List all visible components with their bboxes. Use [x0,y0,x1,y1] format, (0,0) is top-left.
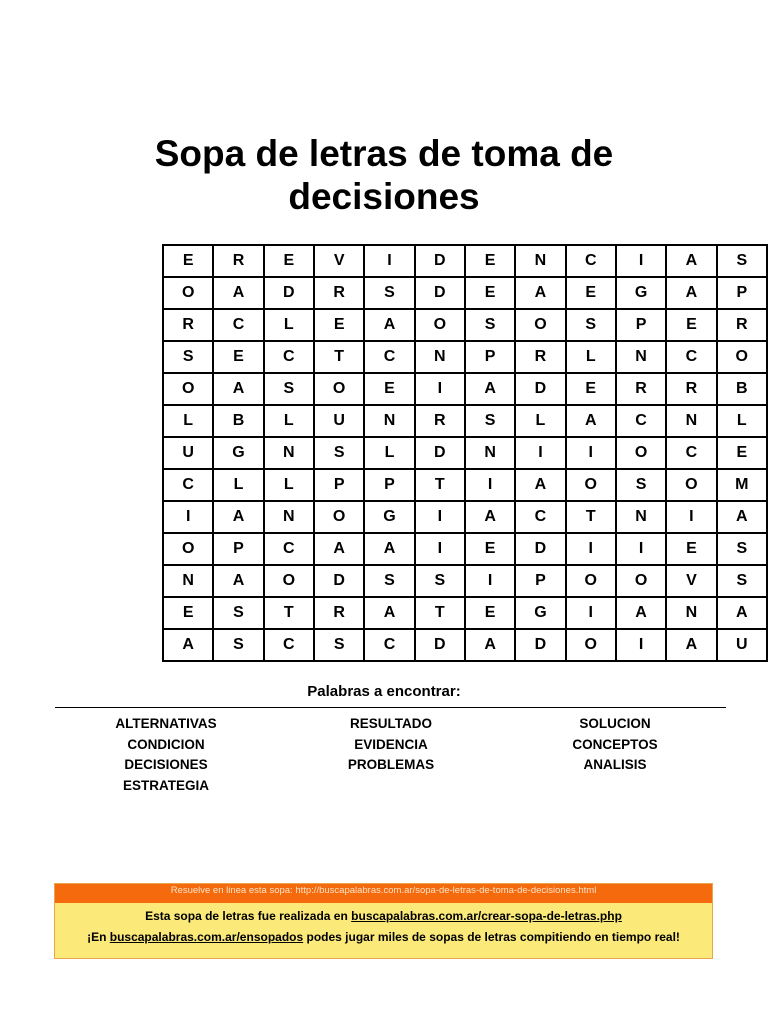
grid-cell: A [465,501,515,533]
grid-cell: S [717,565,767,597]
grid-cell: A [515,277,565,309]
grid-cell: N [666,405,716,437]
grid-cell: R [213,245,263,277]
grid-cell: A [213,501,263,533]
grid-cell: P [213,533,263,565]
footer-line-1 [55,906,712,927]
footer-line-2-prefix: ¡En [87,930,110,944]
grid-cell: C [364,629,414,661]
grid-cell: D [415,629,465,661]
grid-cell: E [465,245,515,277]
grid-row [163,597,767,629]
grid-cell: R [314,277,364,309]
grid-cell: I [415,501,465,533]
online-solve-link[interactable]: Resuelve en linea esta sopa: http://buscapalabras.com.ar/sopa-de-letras-de-toma-de-decisiones.html [55,884,712,903]
grid-cell: N [616,341,666,373]
grid-cell: D [415,437,465,469]
grid-cell: T [415,469,465,501]
grid-cell: S [314,437,364,469]
grid-cell: A [314,533,364,565]
grid-cell: N [465,437,515,469]
grid-cell: O [314,501,364,533]
grid-cell: A [213,373,263,405]
grid-cell: I [616,245,666,277]
grid-cell: O [163,373,213,405]
grid-cell: I [415,533,465,565]
grid-cell: R [163,309,213,341]
grid-cell: E [717,437,767,469]
grid-cell: A [666,245,716,277]
grid-cell: E [213,341,263,373]
grid-cell: S [415,565,465,597]
grid-cell: L [364,437,414,469]
grid-cell: S [465,309,515,341]
grid-cell: N [666,597,716,629]
grid-cell: D [264,277,314,309]
grid-row [163,629,767,661]
grid-cell: O [717,341,767,373]
grid-cell: A [364,597,414,629]
grid-cell: U [163,437,213,469]
grid-cell: D [515,373,565,405]
grid-cell: L [264,309,314,341]
grid-cell: D [515,533,565,565]
grid-cell: C [566,245,616,277]
word-search-grid [162,244,768,662]
ensopados-link[interactable]: buscapalabras.com.ar/ensopados [109,930,304,944]
grid-cell: E [264,245,314,277]
grid-cell: E [666,533,716,565]
grid-row [163,533,767,565]
title-line-1: Sopa de letras de toma de [154,133,614,174]
grid-cell: N [364,405,414,437]
grid-cell: P [465,341,515,373]
grid-cell: I [163,501,213,533]
create-puzzle-link[interactable]: buscapalabras.com.ar/crear-sopa-de-letras.php [351,909,622,923]
grid-cell: S [163,341,213,373]
word-list-item: ANALISIS [583,757,647,773]
grid-cell: I [566,533,616,565]
grid-cell: V [314,245,364,277]
grid-row [163,245,767,277]
grid-cell: T [566,501,616,533]
grid-cell: S [364,277,414,309]
grid-cell: C [264,629,314,661]
title-line-2: decisiones [288,176,480,217]
grid-row [163,277,767,309]
grid-cell: R [314,597,364,629]
grid-cell: L [566,341,616,373]
word-list-item: EVIDENCIA [354,736,428,752]
grid-cell: O [616,437,666,469]
grid-cell: I [465,469,515,501]
grid-cell: S [616,469,666,501]
grid-cell: R [666,373,716,405]
word-list-item: RESULTADO [350,716,432,731]
grid-cell: N [264,501,314,533]
grid-cell: A [465,373,515,405]
word-list-item: DECISIONES [124,757,208,773]
grid-row [163,341,767,373]
grid-cell: S [465,405,515,437]
grid-cell: N [264,437,314,469]
grid-cell: S [566,309,616,341]
grid-cell: P [314,469,364,501]
grid-cell: A [666,629,716,661]
grid-cell: I [515,437,565,469]
grid-cell: P [616,309,666,341]
grid-cell: O [163,533,213,565]
grid-cell: E [163,597,213,629]
grid-cell: D [314,565,364,597]
grid-cell: B [717,373,767,405]
grid-cell: C [264,341,314,373]
grid-cell: C [213,309,263,341]
grid-cell: A [465,629,515,661]
grid-cell: E [465,533,515,565]
grid-cell: E [465,277,515,309]
grid-cell: D [415,277,465,309]
word-list-item: CONDICION [127,736,205,752]
grid-cell: E [314,309,364,341]
grid-row [163,405,767,437]
grid-cell: T [415,597,465,629]
grid-cell: R [415,405,465,437]
grid-cell: O [566,565,616,597]
footer-box [54,883,713,959]
divider [55,707,726,708]
grid-cell: A [364,533,414,565]
grid-cell: G [515,597,565,629]
grid-cell: O [666,469,716,501]
footer-line-2 [55,927,712,948]
word-list-item: CONCEPTOS [572,736,658,752]
footer-line-2-suffix: podes jugar miles de sopas de letras compitiendo en tiempo real! [303,930,680,944]
word-list-column-1 [66,714,266,797]
grid-cell: S [213,629,263,661]
grid-cell: T [314,341,364,373]
word-list-column-3 [515,714,715,776]
grid-cell: A [515,469,565,501]
grid-row [163,469,767,501]
grid-cell: C [264,533,314,565]
grid-cell: E [566,373,616,405]
grid-cell: I [364,245,414,277]
grid-cell: C [616,405,666,437]
grid-row [163,565,767,597]
grid-cell: E [666,309,716,341]
grid-cell: U [314,405,364,437]
grid-cell: L [515,405,565,437]
grid-cell: A [364,309,414,341]
grid-cell: N [616,501,666,533]
grid-cell: V [666,565,716,597]
grid-cell: A [666,277,716,309]
grid-cell: P [515,565,565,597]
grid-cell: A [213,277,263,309]
grid-cell: O [566,469,616,501]
grid-cell: I [415,373,465,405]
grid-cell: E [465,597,515,629]
grid-cell: N [415,341,465,373]
grid-cell: O [314,373,364,405]
grid-cell: B [213,405,263,437]
grid-cell: D [515,629,565,661]
grid-cell: L [264,469,314,501]
grid-cell: E [364,373,414,405]
grid-cell: D [415,245,465,277]
grid-cell: O [415,309,465,341]
grid-cell: C [666,437,716,469]
footer-line-1-text: Esta sopa de letras fue realizada en [145,909,352,923]
grid-cell: T [264,597,314,629]
grid-cell: G [616,277,666,309]
grid-cell: P [717,277,767,309]
grid-cell: O [163,277,213,309]
grid-cell: C [515,501,565,533]
grid-row [163,501,767,533]
grid-cell: L [213,469,263,501]
grid-cell: E [566,277,616,309]
grid-cell: A [213,565,263,597]
grid-cell: S [314,629,364,661]
grid-cell: L [264,405,314,437]
grid-row [163,437,767,469]
grid-cell: S [264,373,314,405]
grid-cell: L [163,405,213,437]
grid-cell: I [566,437,616,469]
grid-cell: G [213,437,263,469]
grid-cell: C [163,469,213,501]
grid-cell: R [616,373,666,405]
grid-cell: I [566,597,616,629]
grid-row [163,309,767,341]
grid-cell: O [566,629,616,661]
grid-cell: S [213,597,263,629]
grid-cell: U [717,629,767,661]
grid-cell: C [364,341,414,373]
grid-cell: A [163,629,213,661]
grid-cell: I [666,501,716,533]
word-list-item: ALTERNATIVAS [115,716,217,731]
grid-cell: A [566,405,616,437]
grid-cell: C [666,341,716,373]
grid-row [163,373,767,405]
grid-cell: A [616,597,666,629]
grid-cell: A [717,501,767,533]
word-list-column-2 [291,714,491,776]
grid-cell: G [364,501,414,533]
grid-cell: O [515,309,565,341]
grid-cell: I [616,629,666,661]
grid-cell: N [515,245,565,277]
grid-cell: P [364,469,414,501]
word-list-item: PROBLEMAS [347,757,435,773]
grid-cell: I [616,533,666,565]
word-list-item: SOLUCION [579,716,651,731]
grid-cell: S [717,245,767,277]
grid-cell: E [163,245,213,277]
grid-cell: O [616,565,666,597]
word-list-item: ESTRATEGIA [122,778,209,794]
grid-cell: R [717,309,767,341]
grid-cell: L [717,405,767,437]
grid-cell: R [515,341,565,373]
grid-cell: M [717,469,767,501]
grid-cell: A [717,597,767,629]
page-title [0,132,768,218]
grid-cell: I [465,565,515,597]
words-heading: Palabras a encontrar: [307,683,461,700]
grid-cell: S [717,533,767,565]
grid-cell: S [364,565,414,597]
grid-cell: O [264,565,314,597]
grid-cell: N [163,565,213,597]
